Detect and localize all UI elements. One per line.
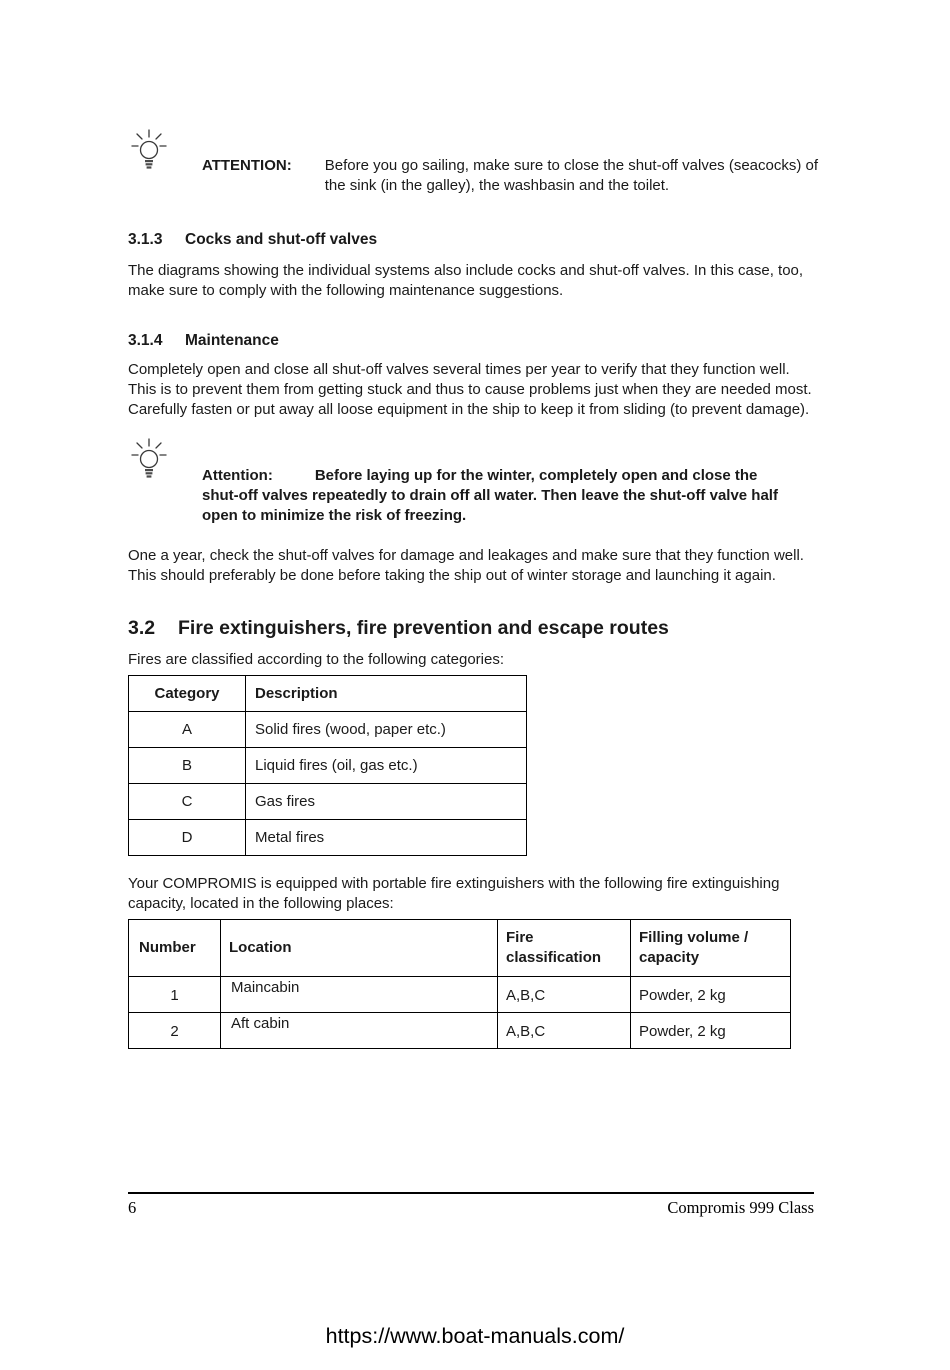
fire-extinguisher-table — [128, 919, 791, 1049]
category-cell: B — [129, 748, 246, 784]
category-cell: C — [129, 784, 246, 820]
page-footer — [128, 1192, 814, 1218]
number-cell: 2 — [129, 1013, 221, 1049]
table-row — [129, 977, 791, 1013]
maintenance-paragraph-2: Carefully fasten or put away all loose equipment in the ship to keep it from sliding (to prevent damage). — [128, 401, 810, 418]
description-cell: Solid fires (wood, paper etc.) — [246, 712, 527, 748]
category-header: Category — [129, 676, 246, 712]
extinguisher-intro-paragraph: Your COMPROMIS is equipped with portable fire extinguishers with the following fire extinguishing capacity, located in the following places: — [128, 875, 780, 912]
section-title: Fire extinguishers, fire prevention and escape routes — [178, 617, 669, 639]
document-title: Compromis 999 Class — [667, 1198, 814, 1217]
filling-volume-cell: Powder, 2 kg — [631, 1013, 791, 1049]
attention-label: Attention: — [202, 467, 273, 484]
section-title: Maintenance — [185, 332, 279, 349]
number-cell: 1 — [129, 977, 221, 1013]
lightbulb-icon — [131, 129, 169, 180]
section-number: 3.1.3 — [128, 231, 163, 248]
attention-note-sailing — [128, 129, 819, 196]
page-number: 6 — [128, 1198, 137, 1217]
section-heading-3-1-4 — [128, 331, 814, 351]
section-number: 3.1.4 — [128, 332, 163, 349]
table-header-row — [129, 920, 791, 977]
category-cell: A — [129, 712, 246, 748]
attention-text: Before you go sailing, make sure to close the shut-off valves (seacocks) of the sink (in the galley), the washbasin and the toilet. — [324, 157, 819, 194]
attention-note-winter — [128, 438, 814, 526]
table-row — [129, 712, 527, 748]
fire-classification-cell: A,B,C — [498, 1013, 631, 1049]
table-header-row — [129, 676, 527, 712]
category-cell: D — [129, 820, 246, 856]
watermark — [0, 1324, 950, 1349]
description-cell: Metal fires — [246, 820, 527, 856]
section-heading-3-2 — [128, 614, 814, 642]
description-cell: Liquid fires (oil, gas etc.) — [246, 748, 527, 784]
description-header: Description — [246, 676, 527, 712]
watermark-link[interactable]: https://www.boat-manuals.com/ — [325, 1324, 625, 1348]
section-number: 3.2 — [128, 617, 156, 639]
lightbulb-icon — [131, 438, 169, 489]
attention-text: Before laying up for the winter, completely open and close the shut-off valves repeatedly to drain off all water. Then leave the shut-off valve half open to minimize the risk of freezing. — [202, 467, 778, 524]
table-row — [129, 820, 527, 856]
number-header: Number — [129, 920, 221, 977]
fire-classification-cell: A,B,C — [498, 977, 631, 1013]
maintenance-paragraph-1: Completely open and close all shut-off valves several times per year to verify that they function well. This is to prevent them from getting stuck and thus to cause problems just when they are needed most. — [128, 361, 812, 398]
table-row — [129, 784, 527, 820]
yearly-check-paragraph: One a year, check the shut-off valves for damage and leakages and make sure that they function well. This should preferably be done before taking the ship out of winter storage and launching it again. — [128, 547, 804, 584]
location-header: Location — [221, 920, 498, 977]
fire-category-table — [128, 675, 527, 856]
location-cell: Maincabin — [221, 977, 498, 1013]
fire-classification-header: Fire classification — [498, 920, 631, 977]
attention-label: ATTENTION: — [202, 157, 292, 174]
filling-volume-header: Filling volume / capacity — [631, 920, 791, 977]
filling-volume-cell: Powder, 2 kg — [631, 977, 791, 1013]
section-3-1-3-body: The diagrams showing the individual systems also include cocks and shut-off valves. In this case, too, make sure to comply with the following maintenance suggestions. — [128, 262, 804, 299]
section-3-1-4-body — [128, 360, 814, 420]
location-cell: Aft cabin — [221, 1013, 498, 1049]
table-row — [129, 1013, 791, 1049]
table-row — [129, 748, 527, 784]
section-heading-3-1-3 — [128, 230, 814, 250]
section-title: Cocks and shut-off valves — [185, 231, 378, 248]
fire-categories-intro: Fires are classified according to the following categories: — [128, 651, 505, 668]
description-cell: Gas fires — [246, 784, 527, 820]
